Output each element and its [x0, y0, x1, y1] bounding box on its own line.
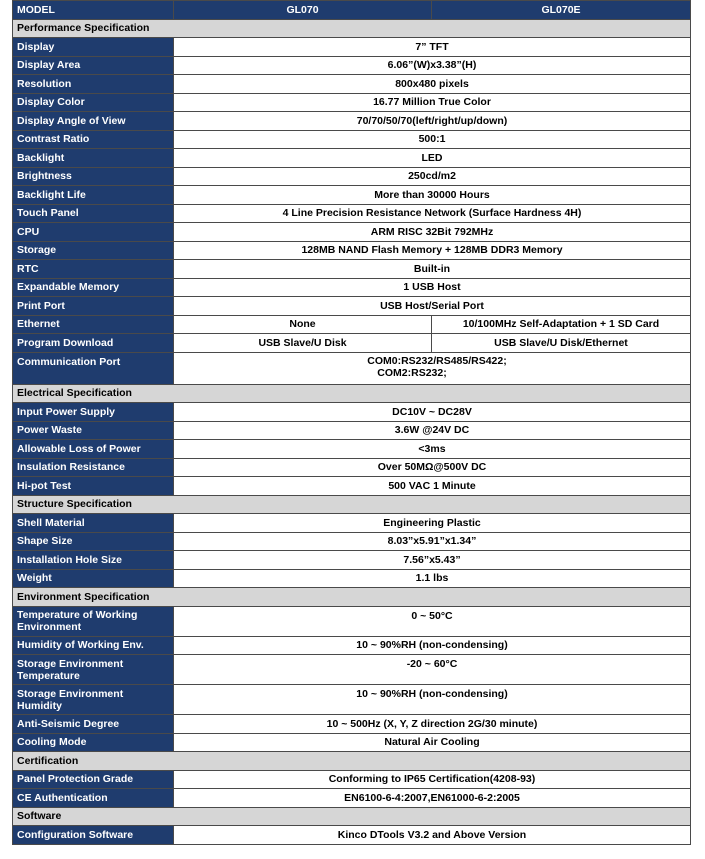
row-label: Expandable Memory: [13, 278, 174, 297]
row-label: Display Angle of View: [13, 112, 174, 131]
row-value: 16.77 Million True Color: [174, 93, 691, 112]
row-value: 70/70/50/70(left/right/up/down): [174, 112, 691, 131]
row-label: Shape Size: [13, 532, 174, 551]
row-value: 10 ~ 500Hz (X, Y, Z direction 2G/30 minute): [174, 715, 691, 734]
section-title: Structure Specification: [13, 495, 691, 514]
row-value: ARM RISC 32Bit 792MHz: [174, 223, 691, 242]
row-label: Backlight: [13, 149, 174, 168]
section-title: Certification: [13, 752, 691, 771]
row-value: 1.1 lbs: [174, 569, 691, 588]
model-gl070e: GL070E: [432, 1, 691, 20]
model-header-row: [13, 1, 691, 20]
table-row: [13, 532, 691, 551]
row-label: Installation Hole Size: [13, 551, 174, 570]
row-value: 4 Line Precision Resistance Network (Surface Hardness 4H): [174, 204, 691, 223]
section-environment: [13, 588, 691, 607]
row-value: <3ms: [174, 440, 691, 459]
table-row: [13, 636, 691, 655]
table-row: [13, 789, 691, 808]
table-row: [13, 167, 691, 186]
section-title: Electrical Specification: [13, 384, 691, 403]
table-row: [13, 130, 691, 149]
row-label: Storage Environment Humidity: [13, 685, 174, 715]
table-row: [13, 112, 691, 131]
row-value: 8.03”x5.91”x1.34”: [174, 532, 691, 551]
section-electrical: [13, 384, 691, 403]
table-row: [13, 93, 691, 112]
row-label: Hi-pot Test: [13, 477, 174, 496]
row-value: 6.06”(W)x3.38”(H): [174, 56, 691, 75]
table-row: [13, 260, 691, 279]
row-label: Storage: [13, 241, 174, 260]
row-label: Display: [13, 38, 174, 57]
row-label: Input Power Supply: [13, 403, 174, 422]
row-label: Shell Material: [13, 514, 174, 533]
row-value: Natural Air Cooling: [174, 733, 691, 752]
row-label: Weight: [13, 569, 174, 588]
table-row: [13, 440, 691, 459]
table-row: [13, 655, 691, 685]
row-value: DC10V ~ DC28V: [174, 403, 691, 422]
row-value: Engineering Plastic: [174, 514, 691, 533]
table-row: [13, 606, 691, 636]
row-label: Allowable Loss of Power: [13, 440, 174, 459]
row-value: 1 USB Host: [174, 278, 691, 297]
row-label: Print Port: [13, 297, 174, 316]
row-value: -20 ~ 60°C: [174, 655, 691, 685]
section-structure: [13, 495, 691, 514]
row-label: Ethernet: [13, 315, 174, 334]
comm-port-line-2: COM2:RS232;: [377, 366, 447, 379]
table-row: [13, 514, 691, 533]
row-value: 7” TFT: [174, 38, 691, 57]
row-label: Power Waste: [13, 421, 174, 440]
table-row: [13, 297, 691, 316]
table-row: [13, 569, 691, 588]
row-value: [174, 352, 691, 384]
row-label: Contrast Ratio: [13, 130, 174, 149]
table-row: [13, 38, 691, 57]
row-value: Built-in: [174, 260, 691, 279]
row-value: LED: [174, 149, 691, 168]
row-label: CPU: [13, 223, 174, 242]
row-label: Communication Port: [13, 352, 174, 384]
row-value-gl070e: USB Slave/U Disk/Ethernet: [432, 334, 691, 353]
row-label: Temperature of Working Environment: [13, 606, 174, 636]
section-title: Environment Specification: [13, 588, 691, 607]
row-label: Configuration Software: [13, 826, 174, 845]
row-label: Program Download: [13, 334, 174, 353]
row-label: Storage Environment Temperature: [13, 655, 174, 685]
row-value-gl070: None: [174, 315, 432, 334]
row-label: Insulation Resistance: [13, 458, 174, 477]
table-row: [13, 56, 691, 75]
model-label: MODEL: [13, 1, 174, 20]
table-row: [13, 334, 691, 353]
table-row: [13, 241, 691, 260]
comm-port-line-1: COM0:RS232/RS485/RS422;: [367, 354, 507, 367]
row-label: Brightness: [13, 167, 174, 186]
row-label: Panel Protection Grade: [13, 770, 174, 789]
section-software: [13, 807, 691, 826]
row-value: 10 ~ 90%RH (non-condensing): [174, 685, 691, 715]
table-row: [13, 770, 691, 789]
row-value-gl070e: 10/100MHz Self-Adaptation + 1 SD Card: [432, 315, 691, 334]
row-value: 10 ~ 90%RH (non-condensing): [174, 636, 691, 655]
table-row: [13, 186, 691, 205]
table-row: [13, 826, 691, 845]
row-value: 250cd/m2: [174, 167, 691, 186]
table-row: [13, 477, 691, 496]
spec-table: [12, 0, 691, 845]
row-label: Touch Panel: [13, 204, 174, 223]
table-row: [13, 551, 691, 570]
table-row: [13, 403, 691, 422]
section-certification: [13, 752, 691, 771]
row-label: Backlight Life: [13, 186, 174, 205]
row-label: Cooling Mode: [13, 733, 174, 752]
table-row: [13, 352, 691, 384]
row-label: Anti-Seismic Degree: [13, 715, 174, 734]
table-row: [13, 421, 691, 440]
table-row: [13, 75, 691, 94]
table-row: [13, 204, 691, 223]
row-label: Display Area: [13, 56, 174, 75]
section-title: Software: [13, 807, 691, 826]
row-value: 7.56”x5.43”: [174, 551, 691, 570]
model-gl070: GL070: [174, 1, 432, 20]
table-row: [13, 458, 691, 477]
row-value: Conforming to IP65 Certification(4208-93): [174, 770, 691, 789]
row-value: EN6100-6-4:2007,EN61000-6-2:2005: [174, 789, 691, 808]
row-value: More than 30000 Hours: [174, 186, 691, 205]
row-value: 500:1: [174, 130, 691, 149]
row-value-gl070: USB Slave/U Disk: [174, 334, 432, 353]
section-performance: [13, 19, 691, 38]
table-row: [13, 223, 691, 242]
table-row: [13, 315, 691, 334]
row-value: Over 50MΩ@500V DC: [174, 458, 691, 477]
row-value: 800x480 pixels: [174, 75, 691, 94]
row-label: Resolution: [13, 75, 174, 94]
table-row: [13, 149, 691, 168]
row-value: Kinco DTools V3.2 and Above Version: [174, 826, 691, 845]
table-row: [13, 685, 691, 715]
row-value: 128MB NAND Flash Memory + 128MB DDR3 Memory: [174, 241, 691, 260]
row-value: 3.6W @24V DC: [174, 421, 691, 440]
section-title: Performance Specification: [13, 19, 691, 38]
table-row: [13, 715, 691, 734]
row-value: 500 VAC 1 Minute: [174, 477, 691, 496]
row-label: RTC: [13, 260, 174, 279]
row-label: CE Authentication: [13, 789, 174, 808]
row-label: Display Color: [13, 93, 174, 112]
table-row: [13, 733, 691, 752]
row-value: USB Host/Serial Port: [174, 297, 691, 316]
row-value: 0 ~ 50°C: [174, 606, 691, 636]
row-label: Humidity of Working Env.: [13, 636, 174, 655]
table-row: [13, 278, 691, 297]
